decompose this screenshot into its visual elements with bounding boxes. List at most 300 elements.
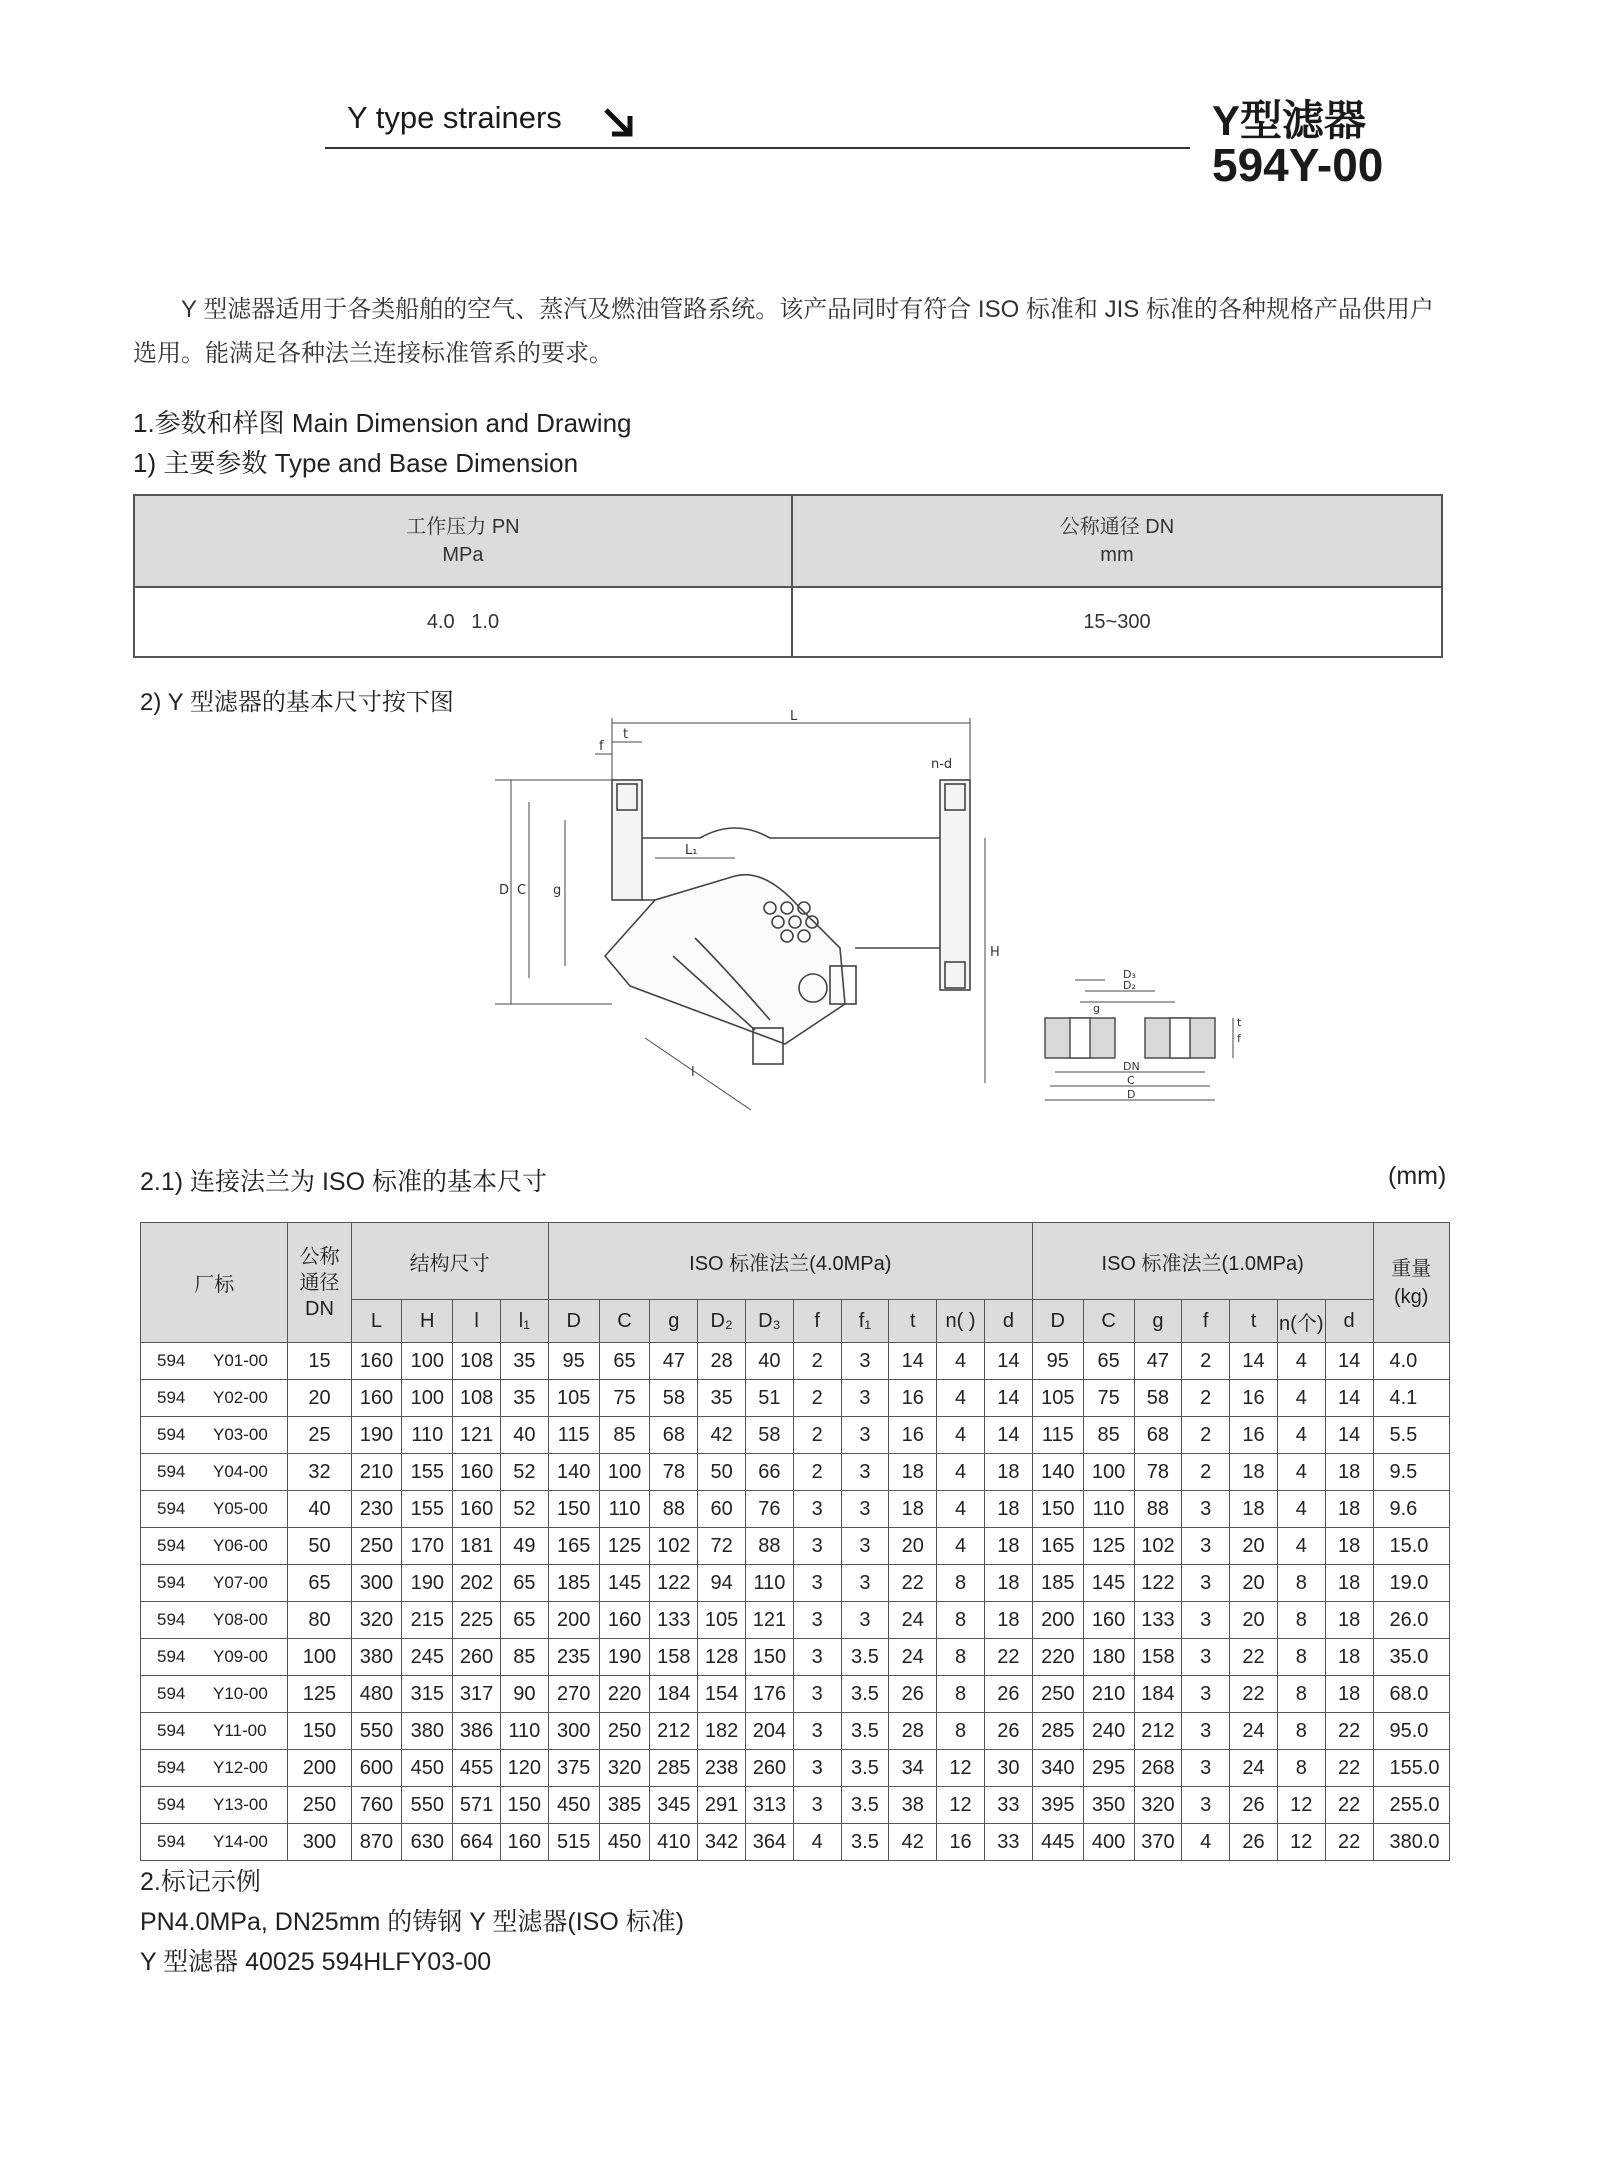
th-mark: 厂标 bbox=[141, 1223, 288, 1343]
table-cell: 42 bbox=[698, 1417, 746, 1454]
table-cell: 150 bbox=[548, 1491, 599, 1528]
table-cell: 375 bbox=[548, 1750, 599, 1787]
table-cell: 65 bbox=[288, 1565, 351, 1602]
table-cell: 72 bbox=[698, 1528, 746, 1565]
param-header-pressure: 工作压力 PN MPa bbox=[134, 495, 792, 587]
cell-mark-code: Y03-00 bbox=[213, 1425, 268, 1444]
table-cell: 35 bbox=[500, 1380, 548, 1417]
table-cell: 3 bbox=[793, 1676, 841, 1713]
table-cell: 105 bbox=[698, 1602, 746, 1639]
table-cell: 3 bbox=[841, 1528, 889, 1565]
cell-mark-prefix: 594 bbox=[157, 1758, 186, 1777]
cell-mark bbox=[141, 1380, 288, 1417]
th-sub-iso10-2: g bbox=[1134, 1300, 1182, 1343]
table-cell: 22 bbox=[1325, 1750, 1373, 1787]
dim-label-L1: L₁ bbox=[685, 843, 698, 858]
table-cell: 3.5 bbox=[841, 1824, 889, 1861]
param-table bbox=[133, 494, 1443, 658]
section-2-line1: PN4.0MPa, DN25mm 的铸钢 Y 型滤器(ISO 标准) bbox=[140, 1908, 685, 1936]
cell-mark-prefix: 594 bbox=[157, 1647, 186, 1666]
table-cell: 122 bbox=[650, 1565, 698, 1602]
table-cell: 58 bbox=[1134, 1380, 1182, 1417]
table-cell: 18 bbox=[984, 1528, 1032, 1565]
table-cell: 38 bbox=[889, 1787, 937, 1824]
table-cell: 200 bbox=[548, 1602, 599, 1639]
section-21-title: 2.1) 连接法兰为 ISO 标准的基本尺寸 bbox=[140, 1168, 547, 1196]
table-cell: 3 bbox=[841, 1565, 889, 1602]
table-cell: 33 bbox=[984, 1787, 1032, 1824]
table-cell: 95 bbox=[1032, 1343, 1083, 1380]
table-cell: 550 bbox=[351, 1713, 402, 1750]
table-cell: 85 bbox=[500, 1639, 548, 1676]
table-cell: 5.5 bbox=[1373, 1417, 1450, 1454]
table-cell: 4 bbox=[937, 1417, 985, 1454]
table-cell: 9.5 bbox=[1373, 1454, 1450, 1491]
dim-label-f: f bbox=[599, 739, 604, 754]
cell-mark-prefix: 594 bbox=[157, 1351, 186, 1370]
table-cell: 26 bbox=[984, 1676, 1032, 1713]
table-cell: 184 bbox=[650, 1676, 698, 1713]
table-cell: 184 bbox=[1134, 1676, 1182, 1713]
cell-mark-prefix: 594 bbox=[157, 1610, 186, 1629]
table-cell: 8 bbox=[1277, 1565, 1325, 1602]
table-cell: 110 bbox=[746, 1565, 794, 1602]
table-cell: 125 bbox=[288, 1676, 351, 1713]
table-cell: 4 bbox=[1277, 1454, 1325, 1491]
table-cell: 8 bbox=[1277, 1639, 1325, 1676]
th-sub-struct-0: L bbox=[351, 1300, 402, 1343]
cell-mark-prefix: 594 bbox=[157, 1536, 186, 1555]
table-cell: 14 bbox=[1325, 1343, 1373, 1380]
table-cell: 35 bbox=[500, 1343, 548, 1380]
table-cell: 515 bbox=[548, 1824, 599, 1861]
table-cell: 8 bbox=[937, 1639, 985, 1676]
table-cell: 78 bbox=[1134, 1454, 1182, 1491]
table-cell: 94 bbox=[698, 1565, 746, 1602]
table-cell: 80 bbox=[288, 1602, 351, 1639]
table-cell: 320 bbox=[1134, 1787, 1182, 1824]
th-struct: 结构尺寸 bbox=[351, 1223, 548, 1300]
table-cell: 185 bbox=[548, 1565, 599, 1602]
table-cell: 30 bbox=[984, 1750, 1032, 1787]
cell-mark-prefix: 594 bbox=[157, 1721, 186, 1740]
th-sub-iso40-1: C bbox=[599, 1300, 650, 1343]
table-cell: 260 bbox=[746, 1750, 794, 1787]
table-cell: 18 bbox=[984, 1454, 1032, 1491]
th-sub-iso10-5: n(个) bbox=[1277, 1300, 1325, 1343]
th-sub-iso40-2: g bbox=[650, 1300, 698, 1343]
table-cell: 3.5 bbox=[841, 1676, 889, 1713]
cell-mark bbox=[141, 1713, 288, 1750]
table-cell: 35.0 bbox=[1373, 1639, 1450, 1676]
table-cell: 4 bbox=[1277, 1343, 1325, 1380]
table-cell: 4 bbox=[937, 1491, 985, 1528]
table-cell: 160 bbox=[599, 1602, 650, 1639]
table-cell: 450 bbox=[599, 1824, 650, 1861]
table-cell: 22 bbox=[1325, 1713, 1373, 1750]
table-cell: 8 bbox=[937, 1565, 985, 1602]
th-dn: 公称 通径 DN bbox=[288, 1223, 351, 1343]
cell-mark bbox=[141, 1824, 288, 1861]
table-cell: 385 bbox=[599, 1787, 650, 1824]
dim-label-D: D bbox=[499, 883, 510, 898]
table-cell: 160 bbox=[1083, 1602, 1134, 1639]
table-cell: 88 bbox=[1134, 1491, 1182, 1528]
table-cell: 4 bbox=[1277, 1380, 1325, 1417]
table-cell: 125 bbox=[1083, 1528, 1134, 1565]
dimension-table bbox=[140, 1222, 1450, 1861]
table-cell: 33 bbox=[984, 1824, 1032, 1861]
table-cell: 34 bbox=[889, 1750, 937, 1787]
table-cell: 16 bbox=[889, 1380, 937, 1417]
table-cell: 210 bbox=[351, 1454, 402, 1491]
table-cell: 317 bbox=[453, 1676, 501, 1713]
cell-mark bbox=[141, 1417, 288, 1454]
cell-mark-code: Y10-00 bbox=[213, 1684, 268, 1703]
table-cell: 3 bbox=[1182, 1713, 1230, 1750]
table-cell: 52 bbox=[500, 1491, 548, 1528]
table-cell: 320 bbox=[351, 1602, 402, 1639]
table-cell: 345 bbox=[650, 1787, 698, 1824]
cell-mark-prefix: 594 bbox=[157, 1573, 186, 1592]
table-cell: 4 bbox=[1277, 1528, 1325, 1565]
table-cell: 3 bbox=[1182, 1750, 1230, 1787]
table-cell: 12 bbox=[1277, 1824, 1325, 1861]
table-cell: 52 bbox=[500, 1454, 548, 1491]
table-cell: 90 bbox=[500, 1676, 548, 1713]
dim-label-t: t bbox=[623, 727, 629, 742]
dim-label-g2: g bbox=[1093, 1002, 1100, 1015]
dim-label-DN: DN bbox=[1123, 1060, 1140, 1073]
table-cell: 85 bbox=[1083, 1417, 1134, 1454]
table-cell: 18 bbox=[984, 1491, 1032, 1528]
table-cell: 3 bbox=[1182, 1602, 1230, 1639]
table-cell: 270 bbox=[548, 1676, 599, 1713]
table-row bbox=[141, 1676, 1450, 1713]
table-cell: 105 bbox=[548, 1380, 599, 1417]
table-row bbox=[141, 1491, 1450, 1528]
table-cell: 181 bbox=[453, 1528, 501, 1565]
table-cell: 88 bbox=[650, 1491, 698, 1528]
cell-mark-prefix: 594 bbox=[157, 1462, 186, 1481]
table-cell: 3 bbox=[793, 1750, 841, 1787]
table-cell: 4 bbox=[937, 1454, 985, 1491]
table-cell: 100 bbox=[288, 1639, 351, 1676]
table-cell: 50 bbox=[288, 1528, 351, 1565]
section-2-line2: Y 型滤器 40025 594HLFY03-00 bbox=[140, 1948, 492, 1976]
strainer-drawing bbox=[495, 708, 1315, 1128]
table-cell: 380.0 bbox=[1373, 1824, 1450, 1861]
table-cell: 110 bbox=[500, 1713, 548, 1750]
table-cell: 20 bbox=[288, 1380, 351, 1417]
table-cell: 22 bbox=[984, 1639, 1032, 1676]
th-sub-struct-2: l bbox=[453, 1300, 501, 1343]
table-cell: 22 bbox=[1325, 1824, 1373, 1861]
table-cell: 12 bbox=[1277, 1787, 1325, 1824]
table-cell: 4 bbox=[1277, 1491, 1325, 1528]
table-cell: 18 bbox=[984, 1565, 1032, 1602]
table-cell: 340 bbox=[1032, 1750, 1083, 1787]
table-cell: 100 bbox=[1083, 1454, 1134, 1491]
table-cell: 170 bbox=[402, 1528, 453, 1565]
header-rule bbox=[325, 147, 1190, 149]
table-cell: 225 bbox=[453, 1602, 501, 1639]
table-cell: 14 bbox=[984, 1417, 1032, 1454]
table-cell: 235 bbox=[548, 1639, 599, 1676]
table-cell: 8 bbox=[1277, 1750, 1325, 1787]
intro-paragraph: Y 型滤器适用于各类船舶的空气、蒸汽及燃油管路系统。该产品同时有符合 ISO 标准和 JIS 标准的各种规格产品供用户选用。能满足各种法兰连接标准管系的要求。 bbox=[133, 296, 1434, 367]
th-sub-iso40-0: D bbox=[548, 1300, 599, 1343]
table-cell: 100 bbox=[599, 1454, 650, 1491]
param-header-dn: 公称通径 DN mm bbox=[792, 495, 1442, 587]
table-cell: 8 bbox=[937, 1713, 985, 1750]
table-cell: 4.1 bbox=[1373, 1380, 1450, 1417]
table-cell: 18 bbox=[1325, 1528, 1373, 1565]
cell-mark bbox=[141, 1491, 288, 1528]
cell-mark bbox=[141, 1528, 288, 1565]
section-1-sub1: 1) 主要参数 Type and Base Dimension bbox=[133, 448, 579, 478]
header-title-cn: Y型滤器 bbox=[1212, 97, 1367, 144]
table-cell: 120 bbox=[500, 1750, 548, 1787]
table-cell: 14 bbox=[984, 1343, 1032, 1380]
table-cell: 150 bbox=[746, 1639, 794, 1676]
table-cell: 42 bbox=[889, 1824, 937, 1861]
table-cell: 165 bbox=[548, 1528, 599, 1565]
table-cell: 47 bbox=[1134, 1343, 1182, 1380]
table-cell: 18 bbox=[1230, 1454, 1278, 1491]
table-cell: 14 bbox=[1230, 1343, 1278, 1380]
cell-mark-code: Y01-00 bbox=[213, 1351, 268, 1370]
table-row bbox=[141, 1639, 1450, 1676]
table-cell: 76 bbox=[746, 1491, 794, 1528]
table-cell: 215 bbox=[402, 1602, 453, 1639]
table-row bbox=[141, 1824, 1450, 1861]
table-cell: 121 bbox=[453, 1417, 501, 1454]
th-sub-iso40-5: f bbox=[793, 1300, 841, 1343]
table-cell: 20 bbox=[1230, 1528, 1278, 1565]
table-cell: 145 bbox=[599, 1565, 650, 1602]
table-row bbox=[141, 1417, 1450, 1454]
table-cell: 291 bbox=[698, 1787, 746, 1824]
table-cell: 14 bbox=[1325, 1380, 1373, 1417]
table-cell: 28 bbox=[698, 1343, 746, 1380]
table-cell: 158 bbox=[650, 1639, 698, 1676]
table-cell: 445 bbox=[1032, 1824, 1083, 1861]
table-cell: 182 bbox=[698, 1713, 746, 1750]
table-cell: 230 bbox=[351, 1491, 402, 1528]
cell-mark-code: Y12-00 bbox=[213, 1758, 268, 1777]
table-cell: 315 bbox=[402, 1676, 453, 1713]
table-cell: 26 bbox=[984, 1713, 1032, 1750]
table-cell: 19.0 bbox=[1373, 1565, 1450, 1602]
table-cell: 65 bbox=[1083, 1343, 1134, 1380]
table-cell: 122 bbox=[1134, 1565, 1182, 1602]
table-cell: 133 bbox=[1134, 1602, 1182, 1639]
dim-label-D-flange: D bbox=[1127, 1088, 1136, 1101]
table-cell: 22 bbox=[1230, 1639, 1278, 1676]
table-row bbox=[141, 1787, 1450, 1824]
table-cell: 4 bbox=[793, 1824, 841, 1861]
table-cell: 140 bbox=[548, 1454, 599, 1491]
table-cell: 200 bbox=[288, 1750, 351, 1787]
th-sub-iso40-6: f₁ bbox=[841, 1300, 889, 1343]
table-cell: 16 bbox=[937, 1824, 985, 1861]
dim-label-C2: C bbox=[1127, 1074, 1135, 1087]
th-weight: 重量 (kg) bbox=[1373, 1223, 1450, 1343]
table-cell: 3 bbox=[841, 1491, 889, 1528]
th-sub-iso10-1: C bbox=[1083, 1300, 1134, 1343]
table-cell: 18 bbox=[984, 1602, 1032, 1639]
table-cell: 102 bbox=[1134, 1528, 1182, 1565]
table-cell: 128 bbox=[698, 1639, 746, 1676]
cell-mark-prefix: 594 bbox=[157, 1388, 186, 1407]
table-cell: 22 bbox=[889, 1565, 937, 1602]
table-cell: 16 bbox=[1230, 1417, 1278, 1454]
table-cell: 75 bbox=[1083, 1380, 1134, 1417]
table-cell: 245 bbox=[402, 1639, 453, 1676]
table-cell: 24 bbox=[889, 1602, 937, 1639]
table-cell: 2 bbox=[793, 1454, 841, 1491]
table-cell: 40 bbox=[746, 1343, 794, 1380]
table-row bbox=[141, 1380, 1450, 1417]
table-cell: 150 bbox=[500, 1787, 548, 1824]
cell-mark-prefix: 594 bbox=[157, 1499, 186, 1518]
table-cell: 160 bbox=[453, 1491, 501, 1528]
table-cell: 2 bbox=[1182, 1343, 1230, 1380]
table-cell: 870 bbox=[351, 1824, 402, 1861]
table-row bbox=[141, 1454, 1450, 1491]
table-cell: 3 bbox=[841, 1454, 889, 1491]
table-cell: 450 bbox=[402, 1750, 453, 1787]
arrow-down-right-icon bbox=[600, 104, 640, 144]
table-cell: 250 bbox=[599, 1713, 650, 1750]
table-cell: 12 bbox=[937, 1787, 985, 1824]
th-sub-struct-1: H bbox=[402, 1300, 453, 1343]
table-cell: 26.0 bbox=[1373, 1602, 1450, 1639]
table-cell: 370 bbox=[1134, 1824, 1182, 1861]
table-cell: 60 bbox=[698, 1491, 746, 1528]
table-cell: 16 bbox=[1230, 1380, 1278, 1417]
th-sub-iso10-4: t bbox=[1230, 1300, 1278, 1343]
table-cell: 3 bbox=[841, 1602, 889, 1639]
table-cell: 350 bbox=[1083, 1787, 1134, 1824]
table-cell: 250 bbox=[351, 1528, 402, 1565]
table-cell: 204 bbox=[746, 1713, 794, 1750]
th-sub-iso40-8: n( ) bbox=[937, 1300, 985, 1343]
table-cell: 240 bbox=[1083, 1713, 1134, 1750]
table-row bbox=[141, 1713, 1450, 1750]
table-cell: 110 bbox=[599, 1491, 650, 1528]
cell-mark-code: Y02-00 bbox=[213, 1388, 268, 1407]
table-cell: 600 bbox=[351, 1750, 402, 1787]
table-cell: 51 bbox=[746, 1380, 794, 1417]
table-cell: 3 bbox=[793, 1787, 841, 1824]
dim-label-nd: n-d bbox=[931, 757, 953, 772]
table-cell: 2 bbox=[1182, 1417, 1230, 1454]
table-cell: 400 bbox=[1083, 1824, 1134, 1861]
th-sub-struct-3: l₁ bbox=[500, 1300, 548, 1343]
table-cell: 26 bbox=[889, 1676, 937, 1713]
table-cell: 95.0 bbox=[1373, 1713, 1450, 1750]
table-cell: 65 bbox=[500, 1602, 548, 1639]
table-cell: 3 bbox=[793, 1713, 841, 1750]
table-cell: 75 bbox=[599, 1380, 650, 1417]
table-cell: 8 bbox=[1277, 1676, 1325, 1713]
table-cell: 190 bbox=[402, 1565, 453, 1602]
table-cell: 300 bbox=[351, 1565, 402, 1602]
table-cell: 313 bbox=[746, 1787, 794, 1824]
dim-label-f2: f bbox=[1237, 1032, 1241, 1045]
table-cell: 40 bbox=[500, 1417, 548, 1454]
table-cell: 9.6 bbox=[1373, 1491, 1450, 1528]
table-cell: 4 bbox=[937, 1343, 985, 1380]
section-1-title: 1.参数和样图 Main Dimension and Drawing bbox=[133, 408, 632, 438]
table-cell: 395 bbox=[1032, 1787, 1083, 1824]
cell-mark bbox=[141, 1787, 288, 1824]
th-sub-iso40-7: t bbox=[889, 1300, 937, 1343]
table-cell: 3 bbox=[1182, 1787, 1230, 1824]
table-cell: 8 bbox=[1277, 1602, 1325, 1639]
table-cell: 4 bbox=[1182, 1824, 1230, 1861]
cell-mark bbox=[141, 1639, 288, 1676]
param-value-pressure: 4.0 1.0 bbox=[134, 587, 792, 657]
table-cell: 3 bbox=[1182, 1491, 1230, 1528]
table-cell: 18 bbox=[1325, 1491, 1373, 1528]
th-sub-iso10-6: d bbox=[1325, 1300, 1373, 1343]
table-cell: 18 bbox=[889, 1491, 937, 1528]
table-row bbox=[141, 1343, 1450, 1380]
cell-mark-code: Y04-00 bbox=[213, 1462, 268, 1481]
table-cell: 300 bbox=[548, 1713, 599, 1750]
dim-label-H: H bbox=[990, 945, 1000, 960]
table-cell: 133 bbox=[650, 1602, 698, 1639]
table-cell: 210 bbox=[1083, 1676, 1134, 1713]
table-cell: 320 bbox=[599, 1750, 650, 1787]
section-2-title: 2.标记示例 bbox=[140, 1868, 261, 1896]
table-cell: 155 bbox=[402, 1491, 453, 1528]
table-cell: 102 bbox=[650, 1528, 698, 1565]
table-cell: 65 bbox=[599, 1343, 650, 1380]
table-cell: 380 bbox=[402, 1713, 453, 1750]
table-cell: 3 bbox=[793, 1491, 841, 1528]
cell-mark-code: Y09-00 bbox=[213, 1647, 268, 1666]
table-cell: 125 bbox=[599, 1528, 650, 1565]
table-cell: 12 bbox=[937, 1750, 985, 1787]
table-cell: 285 bbox=[1032, 1713, 1083, 1750]
cell-mark bbox=[141, 1602, 288, 1639]
th-sub-iso40-9: d bbox=[984, 1300, 1032, 1343]
table-cell: 571 bbox=[453, 1787, 501, 1824]
table-cell: 68 bbox=[650, 1417, 698, 1454]
table-cell: 202 bbox=[453, 1565, 501, 1602]
table-cell: 32 bbox=[288, 1454, 351, 1491]
table-cell: 66 bbox=[746, 1454, 794, 1491]
table-cell: 3 bbox=[1182, 1565, 1230, 1602]
table-cell: 160 bbox=[351, 1343, 402, 1380]
table-cell: 212 bbox=[650, 1713, 698, 1750]
table-row bbox=[141, 1528, 1450, 1565]
table-cell: 110 bbox=[1083, 1491, 1134, 1528]
table-cell: 35 bbox=[698, 1380, 746, 1417]
table-cell: 2 bbox=[793, 1380, 841, 1417]
table-cell: 26 bbox=[1230, 1824, 1278, 1861]
table-cell: 2 bbox=[793, 1343, 841, 1380]
table-cell: 18 bbox=[1325, 1565, 1373, 1602]
th-sub-iso40-4: D₃ bbox=[746, 1300, 794, 1343]
table-cell: 3 bbox=[841, 1417, 889, 1454]
table-cell: 115 bbox=[548, 1417, 599, 1454]
table-cell: 95 bbox=[548, 1343, 599, 1380]
